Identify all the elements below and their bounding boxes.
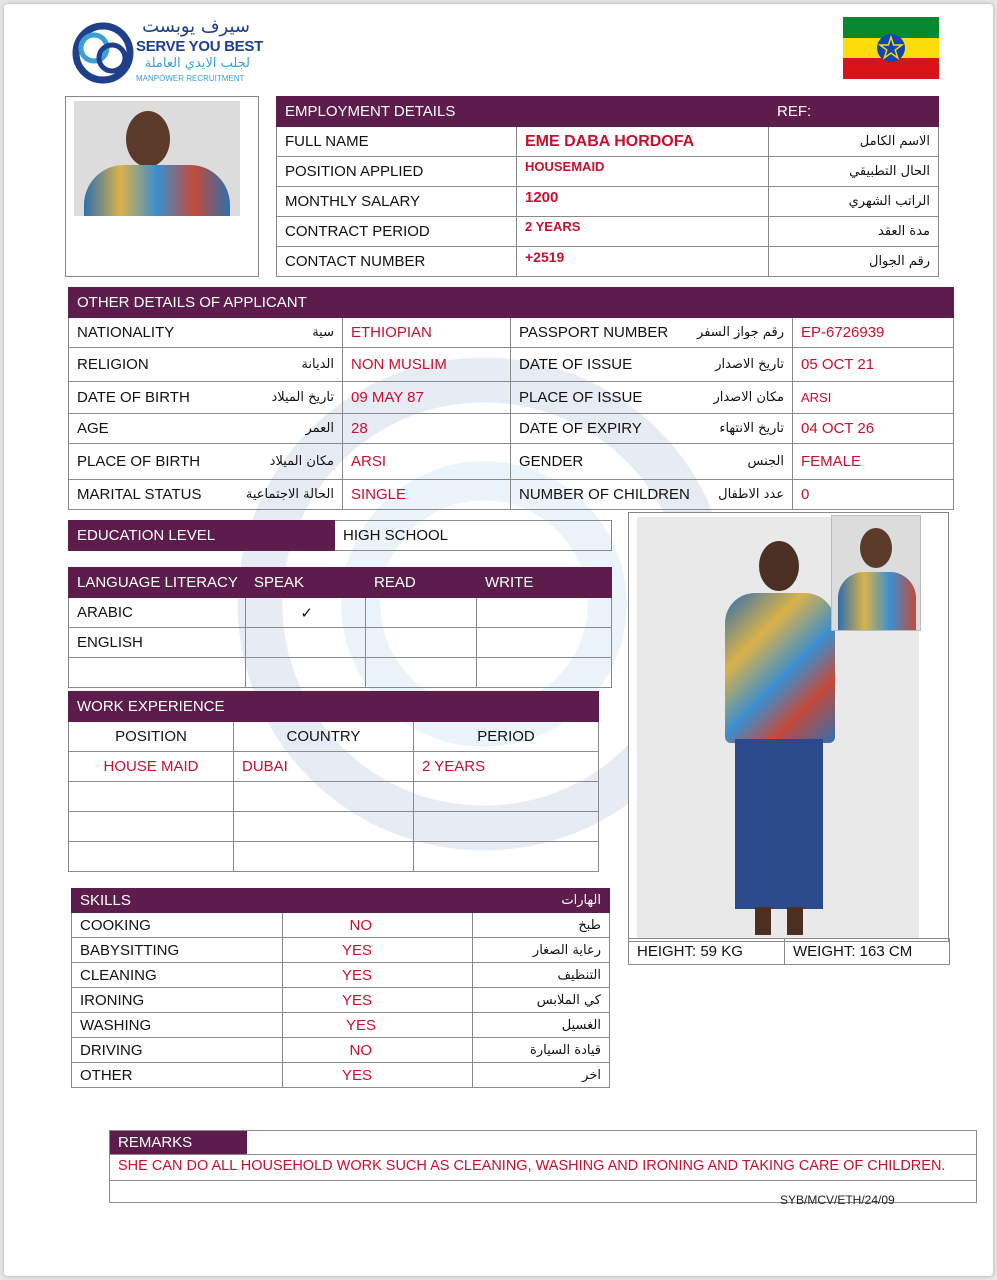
ethiopia-flag	[843, 17, 939, 79]
skill-value: YES	[283, 1013, 473, 1038]
education-value: HIGH SCHOOL	[335, 521, 612, 551]
employment-header: EMPLOYMENT DETAILS	[277, 97, 769, 127]
gender-value: FEMALE	[793, 444, 954, 480]
table-row	[72, 988, 610, 1013]
skill-value: NO	[283, 913, 473, 938]
skill-name: OTHER	[72, 1063, 283, 1088]
remarks-text: SHE CAN DO ALL HOUSEHOLD WORK SUCH AS CLEANING, WASHING AND IRONING AND TAKING CARE OF CHILDREN.	[118, 1158, 946, 1174]
skills-table	[71, 888, 610, 1088]
position-ar: الحال التطبيقي	[769, 157, 939, 187]
skill-value: YES	[283, 963, 473, 988]
company-logo	[68, 16, 268, 90]
salary-ar: الراتب الشهري	[769, 187, 939, 217]
work-experience-table	[68, 691, 599, 872]
footer-code: SYB/MCV/ETH/24/09	[780, 1193, 895, 1207]
read-header: READ	[366, 568, 477, 598]
skill-value: YES	[283, 938, 473, 963]
language-speak	[246, 658, 366, 688]
work-position: HOUSE MAID	[69, 752, 234, 782]
table-row	[72, 1038, 610, 1063]
company-tagline-en: MANPOWER RECRUITMENT	[136, 74, 245, 83]
work-col-period: PERIOD	[414, 722, 599, 752]
company-name-en: SERVE YOU BEST	[136, 38, 263, 55]
table-row	[69, 382, 954, 414]
work-period	[414, 782, 599, 812]
height-value: HEIGHT: 59 KG	[629, 939, 785, 965]
language-read	[366, 658, 477, 688]
work-col-country: COUNTRY	[234, 722, 414, 752]
skill-ar: قيادة السيارة	[473, 1038, 610, 1063]
gender-label: GENDER	[519, 453, 584, 470]
issue-date-label: DATE OF ISSUE	[519, 356, 633, 373]
position-label: POSITION APPLIED	[277, 157, 517, 187]
passport-label: PASSPORT NUMBER	[519, 324, 669, 341]
skill-name: DRIVING	[72, 1038, 283, 1063]
work-country	[234, 782, 414, 812]
contract-value: 2 YEARS	[517, 217, 769, 247]
work-country	[234, 812, 414, 842]
company-name-ar: سيرف يوبست	[142, 16, 250, 37]
skill-ar: رعاية الصغار	[473, 938, 610, 963]
language-read	[366, 628, 477, 658]
checkmark-icon: ✓	[246, 598, 366, 628]
work-header: WORK EXPERIENCE	[69, 692, 599, 722]
other-details-header-right	[511, 288, 954, 318]
issue-place-label: PLACE OF ISSUE	[519, 389, 643, 406]
age-label: AGE	[77, 420, 109, 437]
contract-label: CONTRACT PERIOD	[277, 217, 517, 247]
contact-label: CONTACT NUMBER	[277, 247, 517, 277]
expiry-label: DATE OF EXPIRY	[519, 420, 642, 437]
issue-date-ar: تاريخ الاصدار	[715, 357, 784, 372]
skills-header: SKILLS	[72, 889, 473, 913]
speak-header: SPEAK	[246, 568, 366, 598]
skill-name: IRONING	[72, 988, 283, 1013]
ref-label: REF:	[769, 97, 939, 127]
marital-ar: الحالة الاجتماعية	[245, 487, 334, 502]
passport-photo	[74, 101, 240, 216]
table-row	[72, 913, 610, 938]
marital-value: SINGLE	[343, 480, 511, 510]
cv-sheet	[4, 4, 993, 1276]
table-row	[69, 812, 599, 842]
table-row	[69, 348, 954, 382]
gender-ar: الجنس	[747, 454, 784, 469]
full-body-photo-frame	[628, 512, 949, 942]
skill-ar: طبخ	[473, 913, 610, 938]
salary-label: MONTHLY SALARY	[277, 187, 517, 217]
knot-logo-icon	[70, 20, 136, 86]
dob-value: 09 MAY 87	[343, 382, 511, 414]
skill-name: BABYSITTING	[72, 938, 283, 963]
employment-table	[276, 96, 939, 277]
education-table	[68, 520, 612, 551]
birth-place-ar: مكان الميلاد	[269, 454, 334, 469]
religion-ar: الديانة	[301, 357, 334, 372]
position-value: HOUSEMAID	[517, 157, 769, 187]
children-label: NUMBER OF CHILDREN	[519, 486, 690, 503]
weight-value: WEIGHT: 163 CM	[785, 939, 950, 965]
skill-value: NO	[283, 1038, 473, 1063]
religion-value: NON MUSLIM	[343, 348, 511, 382]
skill-value: YES	[283, 1063, 473, 1088]
skill-ar: كي الملابس	[473, 988, 610, 1013]
write-header: WRITE	[477, 568, 612, 598]
skill-name: CLEANING	[72, 963, 283, 988]
work-position	[69, 812, 234, 842]
passport-ar: رقم جواز السفر	[697, 325, 784, 340]
language-name	[69, 658, 246, 688]
nationality-ar: سية	[312, 325, 334, 340]
measurements-table	[628, 938, 950, 965]
age-ar: العمر	[305, 421, 334, 436]
dob-ar: تاريخ الميلاد	[271, 390, 334, 405]
table-row	[69, 782, 599, 812]
language-read	[366, 598, 477, 628]
expiry-ar: تاريخ الانتهاء	[719, 421, 784, 436]
work-col-position: POSITION	[69, 722, 234, 752]
table-row	[69, 628, 612, 658]
table-row	[69, 752, 599, 782]
table-row	[277, 217, 939, 247]
full-name-label: FULL NAME	[277, 127, 517, 157]
contact-value: +2519	[517, 247, 769, 277]
marital-label: MARITAL STATUS	[77, 486, 202, 503]
skill-name: WASHING	[72, 1013, 283, 1038]
table-row	[277, 187, 939, 217]
star-emblem-icon	[876, 33, 906, 63]
education-label: EDUCATION LEVEL	[69, 521, 335, 551]
table-row	[72, 963, 610, 988]
skill-name: COOKING	[72, 913, 283, 938]
passport-value: EP-6726939	[793, 318, 954, 348]
table-row	[69, 598, 612, 628]
language-speak	[246, 628, 366, 658]
other-details-table	[68, 287, 954, 510]
language-table	[68, 567, 612, 688]
remarks-header: REMARKS	[110, 1131, 247, 1154]
inset-photo	[831, 515, 921, 631]
table-row	[69, 480, 954, 510]
dob-label: DATE OF BIRTH	[77, 389, 190, 406]
age-value: 28	[343, 414, 511, 444]
nationality-value: ETHIOPIAN	[343, 318, 511, 348]
skill-ar: الغسيل	[473, 1013, 610, 1038]
work-position	[69, 842, 234, 872]
skill-value: YES	[283, 988, 473, 1013]
table-row	[277, 247, 939, 277]
passport-photo-frame	[65, 96, 259, 277]
work-country: DUBAI	[234, 752, 414, 782]
table-row	[72, 1063, 610, 1088]
children-ar: عدد الاطفال	[718, 487, 784, 502]
full-name-value: EME DABA HORDOFA	[517, 127, 769, 157]
work-period	[414, 842, 599, 872]
table-row	[72, 938, 610, 963]
table-row	[69, 842, 599, 872]
other-details-header: OTHER DETAILS OF APPLICANT	[69, 288, 511, 318]
issue-date-value: 05 OCT 21	[793, 348, 954, 382]
table-row	[69, 414, 954, 444]
table-row	[277, 127, 939, 157]
contact-ar: رقم الجوال	[769, 247, 939, 277]
language-name: ARABIC	[69, 598, 246, 628]
table-row	[277, 157, 939, 187]
work-period: 2 YEARS	[414, 752, 599, 782]
salary-value: 1200	[517, 187, 769, 217]
table-row	[72, 1013, 610, 1038]
work-period	[414, 812, 599, 842]
table-row	[69, 318, 954, 348]
skill-ar: اخر	[473, 1063, 610, 1088]
table-row	[69, 722, 599, 752]
issue-place-value: ARSI	[793, 382, 954, 414]
issue-place-ar: مكان الاصدار	[713, 390, 784, 405]
birth-place-label: PLACE OF BIRTH	[77, 453, 201, 470]
table-row	[69, 444, 954, 480]
work-position	[69, 782, 234, 812]
language-write	[477, 658, 612, 688]
birth-place-value: ARSI	[343, 444, 511, 480]
language-header: LANGUAGE LITERACY	[69, 568, 246, 598]
language-name: ENGLISH	[69, 628, 246, 658]
work-country	[234, 842, 414, 872]
company-tagline-ar: لجلب الايدي العاملة	[144, 56, 250, 71]
language-write	[477, 598, 612, 628]
skill-ar: التنظيف	[473, 963, 610, 988]
full-name-ar: الاسم الكامل	[769, 127, 939, 157]
skills-header-ar: الهارات	[473, 889, 610, 913]
nationality-label: NATIONALITY	[77, 324, 175, 341]
contract-ar: مدة العقد	[769, 217, 939, 247]
table-row	[69, 658, 612, 688]
children-value: 0	[793, 480, 954, 510]
language-write	[477, 628, 612, 658]
religion-label: RELIGION	[77, 356, 149, 373]
expiry-value: 04 OCT 26	[793, 414, 954, 444]
